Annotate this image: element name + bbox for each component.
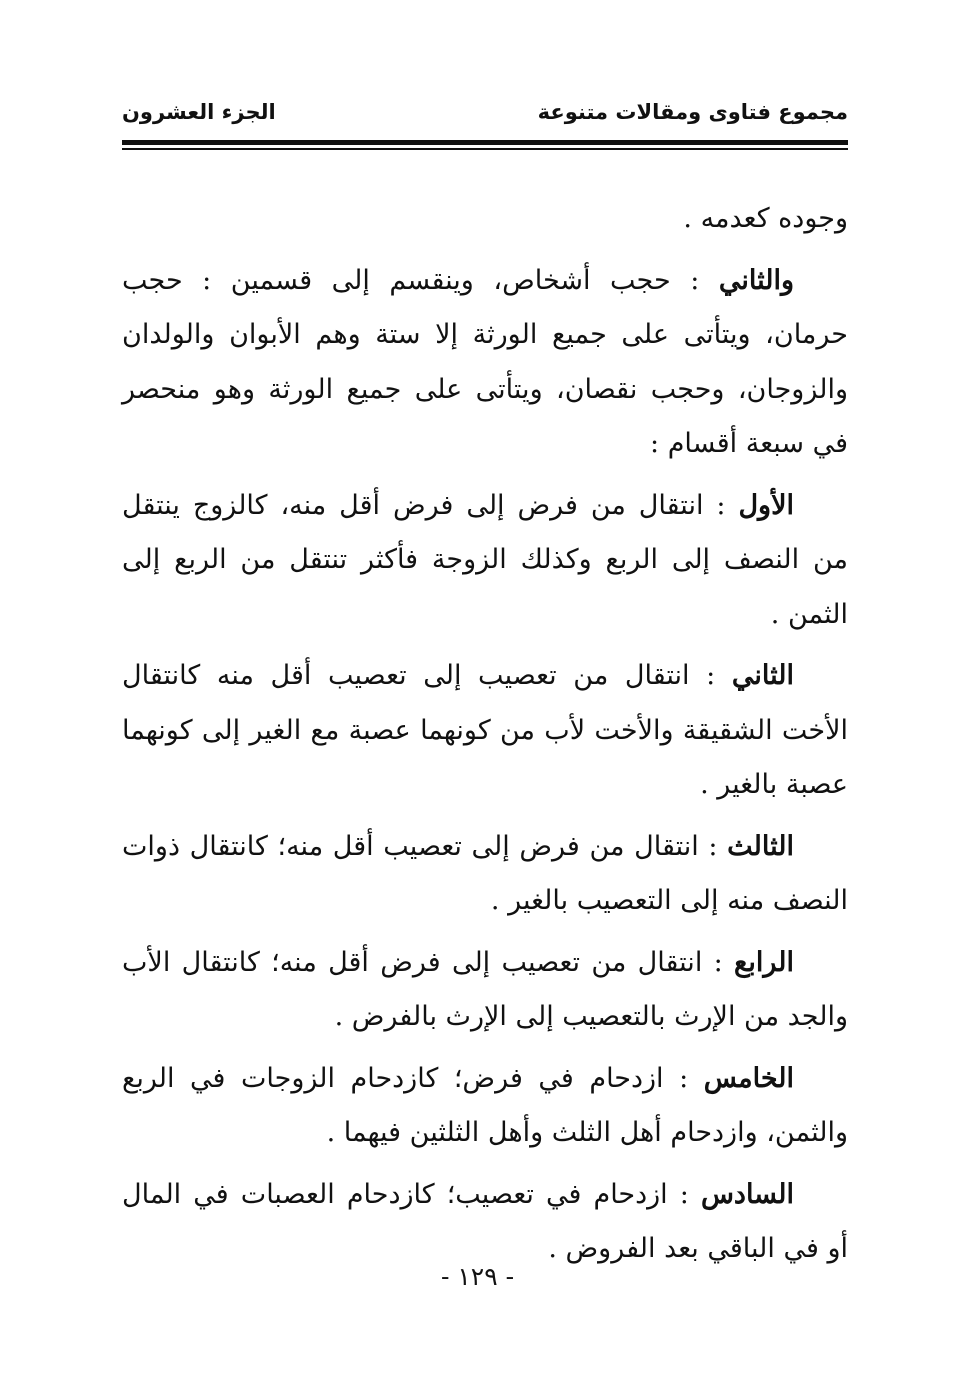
paragraph-term: الثاني bbox=[731, 660, 794, 691]
paragraph-second-case bbox=[122, 649, 848, 813]
paragraph-fifth-case bbox=[122, 1052, 848, 1161]
paragraph-first-case bbox=[122, 479, 848, 643]
paragraph-term: الخامس bbox=[703, 1062, 794, 1094]
paragraph-term: الرابع bbox=[733, 946, 794, 978]
header-rule-thin bbox=[122, 148, 848, 150]
volume-label: الجزء العشرون bbox=[122, 100, 276, 124]
header-rule-thick bbox=[122, 140, 848, 145]
paragraph-text: : انتقال من فرض إلى فرض أقل منه، كالزوج ينتقل من النصف إلى الربع وكذلك الزوجة فأكثر تنتقل من الربع إلى الثمن . bbox=[122, 489, 848, 630]
book-title: مجموع فتاوى ومقالات متنوعة bbox=[537, 100, 848, 124]
paragraph-sixth-case bbox=[122, 1168, 848, 1277]
running-header bbox=[122, 92, 848, 132]
page-number: - ١٢٩ - bbox=[440, 1262, 515, 1291]
paragraph-term: الثالث bbox=[727, 830, 794, 862]
paragraph-text: : انتقال من تعصيب إلى تعصيب أقل منه كانتقال الأخت الشقيقة والأخت لأب من كونهما عصبة مع الغير إلى كونهما عصبة بالغير . bbox=[122, 660, 848, 800]
paragraph-fourth-case bbox=[122, 936, 848, 1045]
paragraph-text: : حجب أشخاص، وينقسم إلى قسمين : حجب حرمان، ويتأتى على جميع الورثة إلا ستة وهم الأبوان والولدان والزوجان، وحجب نقصان، ويتأتى على جميع الورثة وهو منحصر في سبعة أقسام : bbox=[122, 264, 848, 459]
paragraph-term: الأول bbox=[738, 489, 794, 521]
paragraph-second-type bbox=[122, 254, 848, 472]
paragraph-text: : ازدحام في تعصيب؛ كازدحام العصبات في المال أو في الباقي بعد الفروض . bbox=[122, 1178, 848, 1264]
paragraph-term: والثاني bbox=[718, 264, 794, 296]
paragraph-text: : انتقال من تعصيب إلى فرض أقل منه؛ كانتقال الأب والجد من الإرث بالتعصيب إلى الإرث بالفرض . bbox=[122, 946, 848, 1032]
paragraph-continuation bbox=[122, 192, 848, 247]
paragraph-term: السادس bbox=[700, 1178, 794, 1210]
paragraph-text: : ازدحام في فرض؛ كازدحام الزوجات في الربع والثمن، وازدحام أهل الثلث وأهل الثلثين فيهما . bbox=[122, 1062, 848, 1148]
paragraph-third-case bbox=[122, 820, 848, 929]
body-text bbox=[122, 192, 848, 1284]
paragraph-text: : انتقال من فرض إلى تعصيب أقل منه؛ كانتقال ذوات النصف منه إلى التعصيب بالغير . bbox=[122, 830, 848, 916]
paragraph-text: وجوده كعدمه . bbox=[683, 203, 848, 234]
